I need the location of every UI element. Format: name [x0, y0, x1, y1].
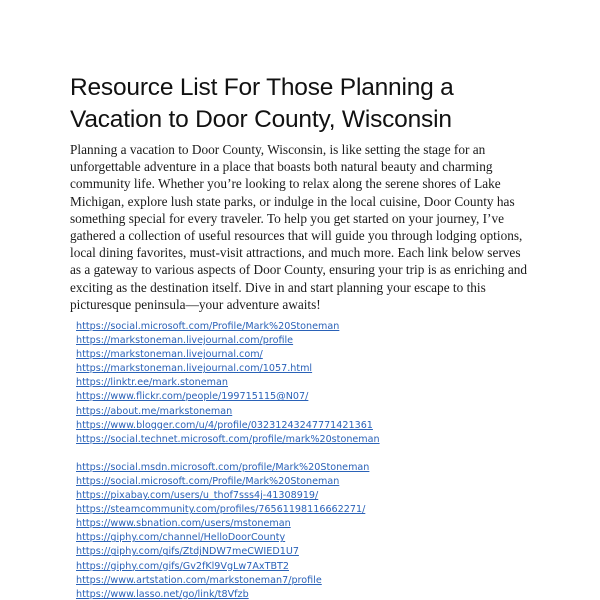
list-item [76, 433, 496, 447]
resource-link[interactable]: https://giphy.com/gifs/ZtdjNDW7meCWIED1U7 [76, 546, 299, 558]
resource-link[interactable]: https://www.sbnation.com/users/mstoneman [76, 518, 291, 530]
list-item [76, 376, 496, 390]
resource-link[interactable]: https://giphy.com/channel/HelloDoorCounty [76, 532, 286, 544]
list-item [76, 489, 496, 503]
intro-paragraph: Planning a vacation to Door County, Wisconsin, is like setting the stage for an unforgettable adventure in a place that boasts both natural beauty and charming community life. Whether you’re looking to relax along the serene shores of Lake Michigan, explore lush state parks, or indulge in the local cuisine, Door County has something special for every traveler. To help you get started on your journey, I’ve gathered a collection of useful resources that will guide you through lodging options, local dining favorites, must-visit attractions, and much more. Each link below serves as a gateway to various aspects of Door County, ensuring your trip is as enriching and exciting as the destination itself. Dive in and start planning your escape to this picturesque peninsula—your adventure awaits! [70, 142, 528, 312]
resource-link-list [76, 320, 496, 600]
resource-link[interactable]: https://www.flickr.com/people/199715115@N07/ [76, 391, 309, 403]
list-item [76, 531, 496, 545]
resource-link[interactable]: https://www.artstation.com/markstoneman7/profile [76, 574, 322, 586]
resource-link[interactable]: https://social.microsoft.com/Profile/Mark%20Stoneman [76, 475, 340, 487]
resource-link[interactable]: https://markstoneman.livejournal.com/profile [76, 335, 294, 347]
list-item [76, 560, 496, 574]
resource-link[interactable]: https://giphy.com/gifs/Gv2fKl9VgLw7AxTBT2 [76, 560, 290, 572]
list-item [76, 517, 496, 531]
resource-link[interactable]: https://social.technet.microsoft.com/profile/mark%20stoneman [76, 433, 380, 445]
list-item [76, 348, 496, 362]
list-item [76, 320, 496, 334]
resource-link[interactable]: https://steamcommunity.com/profiles/76561198116662271/ [76, 504, 366, 516]
resource-link[interactable]: https://about.me/markstoneman [76, 405, 233, 417]
list-item [76, 461, 496, 475]
list-item [76, 405, 496, 419]
resource-link[interactable]: https://www.blogger.com/u/4/profile/03231243247771421361 [76, 419, 373, 431]
resource-link[interactable]: https://pixabay.com/users/u_thof7sss4j-41308919/ [76, 490, 319, 502]
resource-link[interactable]: https://linktr.ee/mark.stoneman [76, 377, 228, 389]
list-item [76, 334, 496, 348]
document-title: Resource List For Those Planning a Vacation to Door County, Wisconsin [70, 74, 454, 133]
list-item [76, 419, 496, 433]
list-item [76, 390, 496, 404]
resource-link[interactable]: https://social.microsoft.com/Profile/Mark%20Stoneman [76, 321, 340, 332]
resource-link[interactable]: https://www.lasso.net/go/link/t8Vfzb [76, 588, 249, 600]
list-item [76, 574, 496, 588]
list-item [76, 475, 496, 489]
resource-link[interactable]: https://markstoneman.livejournal.com/1057.html [76, 363, 313, 375]
list-item [76, 545, 496, 559]
resource-link[interactable]: https://social.msdn.microsoft.com/profile/Mark%20Stoneman [76, 461, 370, 473]
resource-link[interactable]: https://markstoneman.livejournal.com/ [76, 349, 263, 361]
list-item [76, 588, 496, 600]
list-item [76, 362, 496, 376]
list-item [76, 503, 496, 517]
